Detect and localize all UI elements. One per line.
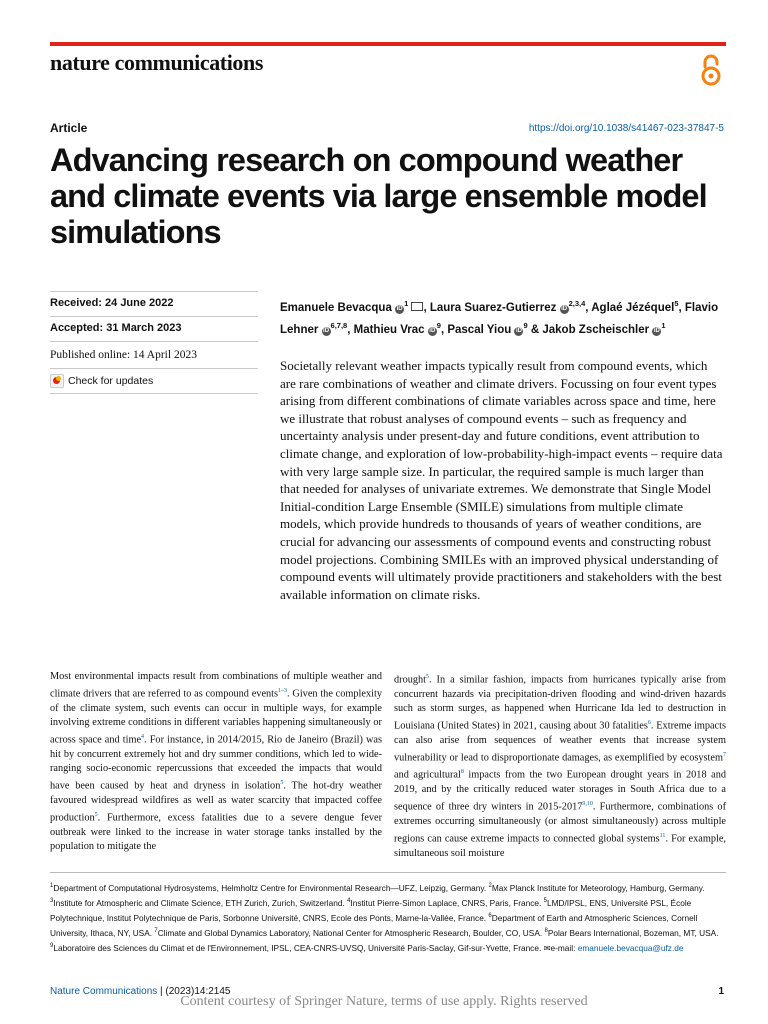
author-affiliation: 2,3,4	[568, 299, 586, 308]
author-list: Emanuele Bevacqua $iD^1$ , Laura Suarez-Gutierrez iD$^{2,3,4}$, Aglaé Jézéquel$^5$, Flavio Lehner iD$^{6,7,8}$, Mathieu Vrac $iD^9$, Pascal Yiou $iD^9$ & Jakob Zscheischler $iD^1$	[280, 299, 719, 336]
affiliation-number: 3	[50, 898, 54, 905]
article-title: Advancing research on compound weather and climate events via large ensemble model simulations	[50, 142, 707, 250]
author-affiliation: 5	[674, 299, 679, 308]
affiliation-text: Institut Pierre-Simon Laplace, CNRS, Paris, France.	[350, 897, 544, 908]
citation-reference[interactable]: 5	[426, 674, 430, 680]
page-number: 1	[718, 986, 724, 997]
doi-link[interactable]: https://doi.org/10.1038/s41467-023-37847-5	[528, 123, 724, 134]
orcid-icon[interactable]: iD	[561, 305, 568, 312]
affiliation-number: 8	[544, 928, 548, 935]
published-date: Published online: 14 April 2023	[50, 349, 197, 361]
citation-reference[interactable]: 5	[280, 780, 284, 787]
affiliation-number: 7	[154, 928, 158, 935]
body-text-run: drought	[394, 674, 427, 686]
divider	[50, 341, 258, 342]
body-text-run: . Furthermore, excess fatalities due to a severe dengue fever outbreak were linked to the increase in water storage tanks installed by the population to mitigate the	[50, 812, 382, 852]
footer-journal-link[interactable]: Nature Communications	[50, 986, 158, 997]
author-name[interactable]: Pascal Yiou	[447, 323, 512, 336]
orcid-icon[interactable]: iD	[396, 305, 403, 312]
body-text-run: . For instance, in 2014/2015, Rio de Janeiro (Brazil) was hit by concurrent extremely hot and dry summer conditions, which led to wide-ranging socio-economic repercussions that exceeded the impacts that would have been caused by heat and dryness in isolation	[50, 734, 382, 792]
author-affiliation: 1	[404, 299, 409, 308]
orcid-icon[interactable]: iD	[429, 327, 436, 334]
author-affiliation: 1	[661, 320, 666, 330]
email-icon[interactable]	[411, 302, 423, 311]
citation-reference[interactable]: 5	[94, 812, 98, 819]
abstract: Societally relevant weather impacts typically result from compound events, which are rare combinations of weather and climate drivers. Focussing on four event types arising from different combinations of climate variables across space and time, here we illustrate that robust analyses of compound events – such as frequency and uncertainty analysis under present-day and future conditions, event attribution to climate change, and exploration of low-probability-high-impact events – require data with very large sample size. In particular, the required sample is much larger than that needed for analyses of univariate extremes. We demonstrate that Single Model Initial-condition Large Ensemble (SMILE) simulations from multiple climate models, which provide hundreds to thousands of years of weather conditions, are crucial for advancing our assessments of compound events and constructing robust model projections. Combining SMILEs with an improved physical understanding of compound events will ultimately provide practitioners and stakeholders with the best available information on climate risks.	[280, 358, 723, 602]
body-column-left	[50, 670, 382, 854]
author-affiliation: 9	[436, 320, 441, 330]
email-label: e-mail:	[550, 943, 578, 954]
divider	[50, 368, 258, 369]
affiliation-text: Laboratoire des Sciences du Climat et de l'Environnement, IPSL, CEA-CNRS-UVSQ, Université Paris-Saclay, Gif-sur-Yvette, France.	[53, 943, 544, 954]
journal-name: nature communications	[50, 50, 264, 75]
affiliations	[50, 880, 726, 955]
affiliation-text: Climate and Global Dynamics Laboratory, National Center for Atmospheric Research, Boulder, CO, USA.	[157, 927, 545, 938]
check-updates-label: Check for updates	[68, 375, 154, 387]
header-accent-bar	[50, 42, 726, 46]
orcid-icon[interactable]: iD	[653, 327, 660, 334]
footer-volume: | (2023)14:2145	[157, 986, 231, 997]
crossmark-icon	[50, 374, 64, 388]
affiliation-number: 2	[488, 883, 492, 889]
body-text-run: impacts from the two European drought years in 2018 and 2019, and by the critically reduced water storages in South Africa due to a sequence of three dry winters in 2015-2017	[394, 769, 726, 813]
affiliation-number: 4	[347, 898, 351, 905]
copyright-watermark: Content courtesy of Springer Nature, terms of use apply. Rights reserved	[180, 994, 588, 1009]
body-text-run: . Furthermore, combinations of extremes occurring simultaneously (or almost simultaneously) across multiple regions can cause extreme impacts to connected global systems	[394, 801, 727, 845]
divider	[50, 393, 258, 394]
affiliation-number: 9	[50, 943, 54, 950]
body-text-run: . In a similar fashion, impacts from hurricanes typically arise from concurrent hazards via precipitation-driven flooding and wind-driven hazards such as storm surges, as happened when Hurricane Ida led to destruction in Louisiana (United States) in 2021, causing about 30 fatalities	[394, 674, 726, 732]
author-name[interactable]: Aglaé Jézéquel	[591, 301, 675, 314]
affiliation-text: Department of Computational Hydrosystems, Helmholtz Centre for Environmental Research—UFZ, Leipzig, Germany.	[53, 882, 489, 893]
check-for-updates-button[interactable]	[50, 374, 153, 388]
author-name[interactable]: Jakob Zscheischler	[542, 323, 650, 336]
body-text-run: . For example, simultaneous soil moisture	[394, 833, 726, 859]
affiliation-number: 6	[488, 913, 492, 920]
citation-reference[interactable]: 7	[723, 751, 726, 758]
affiliation-text: Max Planck Institute for Meteorology, Hamburg, Germany.	[491, 882, 705, 893]
citation-reference[interactable]: 11	[659, 833, 666, 840]
footnote-divider	[50, 872, 726, 873]
divider	[50, 316, 258, 317]
body-column-right	[394, 670, 726, 861]
citation-reference[interactable]: 1–3	[278, 688, 288, 695]
author-affiliation: 6,7,8	[330, 320, 348, 330]
affiliation-text: Institute for Atmospheric and Climate Science, ETH Zurich, Zurich, Switzerland.	[53, 897, 348, 908]
article-type-label: Article	[50, 121, 88, 135]
body-text-run: . Given the complexity of the climate system, such events can occur in multiple ways, for example involving extreme conditions in different variables happening simultaneously or across space and time	[50, 688, 382, 746]
orcid-icon[interactable]: iD	[515, 327, 522, 334]
divider	[50, 291, 258, 292]
author-name[interactable]: Laura Suarez-Gutierrez	[429, 301, 557, 314]
affiliation-number: 5	[543, 898, 547, 905]
citation-reference[interactable]: 6	[647, 720, 651, 727]
received-date: Received: 24 June 2022	[50, 297, 174, 309]
body-text-run: . Extreme impacts can also arise from sequences of weather events that increase system vulnerability or lead to disproportionate damages, as exemplified by ecosystem	[394, 720, 726, 764]
body-text-run: . The hot-dry weather favoured widespread wildfires as well as water scarcity that impacted coffee production	[50, 780, 382, 824]
author-name[interactable]: Mathieu Vrac	[353, 323, 425, 336]
citation-reference[interactable]: 9,10	[582, 801, 593, 808]
affiliation-text: Polar Bears International, Bozeman, MT, USA.	[547, 927, 719, 938]
citation-reference[interactable]: 4	[141, 734, 145, 741]
affiliation-text: Department of Earth and Atmospheric Sciences, Cornell University, Ithaca, NY, USA.	[50, 912, 698, 938]
corresponding-email-link[interactable]: emanuele.bevacqua@ufz.de	[577, 943, 684, 954]
accepted-date: Accepted: 31 March 2023	[50, 322, 182, 334]
author-name[interactable]: Emanuele Bevacqua	[280, 301, 392, 314]
author-affiliation: 9	[523, 320, 528, 330]
author-name[interactable]: Flavio Lehner	[280, 301, 719, 336]
orcid-icon[interactable]: iD	[323, 327, 330, 334]
citation-reference[interactable]: 8	[460, 769, 464, 776]
open-access-icon	[698, 53, 724, 87]
affiliation-number: 1	[50, 883, 54, 889]
affiliation-text: LMD/IPSL, ENS, Université PSL, École Polytechnique, Institut Polytechnique de Paris, Sorbonne Université, CNRS, Ecole des Ponts, Marne-la-Vallée, France.	[50, 897, 692, 923]
body-text-run: and agricultural	[394, 769, 461, 781]
email-icon: ✉	[543, 943, 551, 954]
body-text-run: Most environmental impacts result from combinations of multiple weather and climate drivers that are referred to as compound events	[50, 671, 382, 700]
